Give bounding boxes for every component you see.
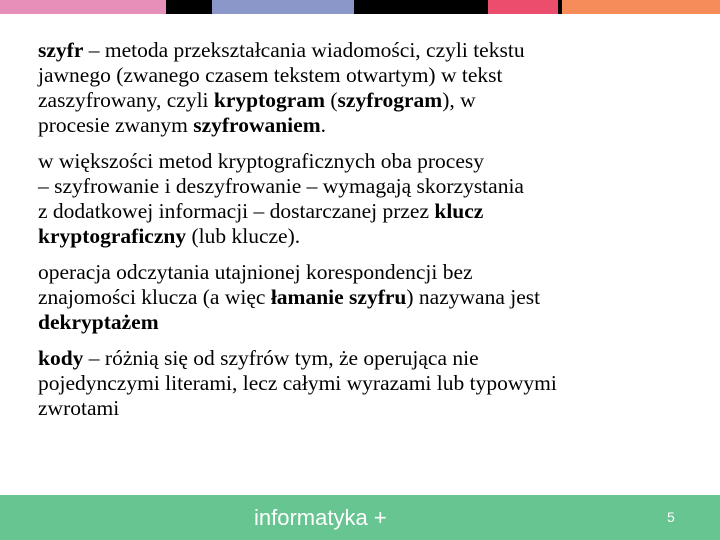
text-run: – szyfrowanie i deszyfrowanie – wymagają skorzystania	[38, 174, 524, 198]
paragraph	[38, 38, 698, 138]
top-bar-segment-black	[166, 0, 212, 14]
text-run: zaszyfrowany, czyli	[38, 88, 214, 112]
bold-term: szyfrogram	[337, 88, 443, 112]
text-line	[38, 371, 698, 396]
text-line	[38, 199, 698, 224]
text-run: – metoda przekształcania wiadomości, czyli tekstu	[83, 38, 525, 62]
text-run: – różnią się od szyfrów tym, że operująca nie	[83, 346, 479, 370]
top-bar-segment-orange	[562, 0, 720, 14]
text-line	[38, 260, 698, 285]
top-bar-segment-red	[488, 0, 558, 14]
paragraph	[38, 260, 698, 335]
text-run: pojedynczymi literami, lecz całymi wyrazami lub typowymi	[38, 371, 557, 395]
text-line	[38, 149, 698, 174]
text-line	[38, 224, 698, 249]
bold-term: szyfrowaniem	[193, 113, 321, 137]
decorative-top-bar	[0, 0, 720, 14]
bold-term: kryptogram	[213, 88, 325, 112]
text-run: (lub klucze).	[186, 224, 301, 248]
paragraph	[38, 149, 698, 249]
text-run: ) nazywana jest	[406, 285, 541, 309]
text-line	[38, 346, 698, 371]
text-run: znajomości klucza (a więc	[38, 285, 271, 309]
text-line	[38, 310, 698, 335]
text-line	[38, 113, 698, 138]
text-run: ), w	[442, 88, 476, 112]
bold-term: dekryptażem	[38, 310, 159, 334]
footer-title: informatyka +	[254, 505, 387, 530]
text-line	[38, 38, 698, 63]
text-run: w większości metod kryptograficznych oba procesy	[38, 149, 484, 173]
text-run: zwrotami	[38, 396, 120, 420]
bold-term: kryptograficzny	[38, 224, 187, 248]
text-run: procesie zwanym	[38, 113, 194, 137]
text-line	[38, 285, 698, 310]
bold-term: szyfr	[38, 38, 84, 62]
page-number: 5	[667, 509, 675, 525]
text-run: operacja odczytania utajnionej korespondencji bez	[38, 260, 473, 284]
text-run: (	[324, 88, 338, 112]
text-line	[38, 88, 698, 113]
slide-footer	[0, 495, 720, 540]
top-bar-segment-black	[354, 0, 488, 14]
text-run: .	[320, 113, 326, 137]
text-line	[38, 396, 698, 421]
text-run: z dodatkowej informacji – dostarczanej przez	[38, 199, 435, 223]
slide-body-text	[38, 38, 698, 432]
paragraph	[38, 346, 698, 421]
text-line	[38, 174, 698, 199]
top-bar-segment-pink	[0, 0, 166, 14]
bold-term: kody	[38, 346, 84, 370]
bold-term: klucz	[434, 199, 484, 223]
text-line	[38, 63, 698, 88]
top-bar-segment-blue	[212, 0, 354, 14]
text-run: jawnego (zwanego czasem tekstem otwartym) w tekst	[38, 63, 503, 87]
bold-term: łamanie szyfru	[270, 285, 407, 309]
